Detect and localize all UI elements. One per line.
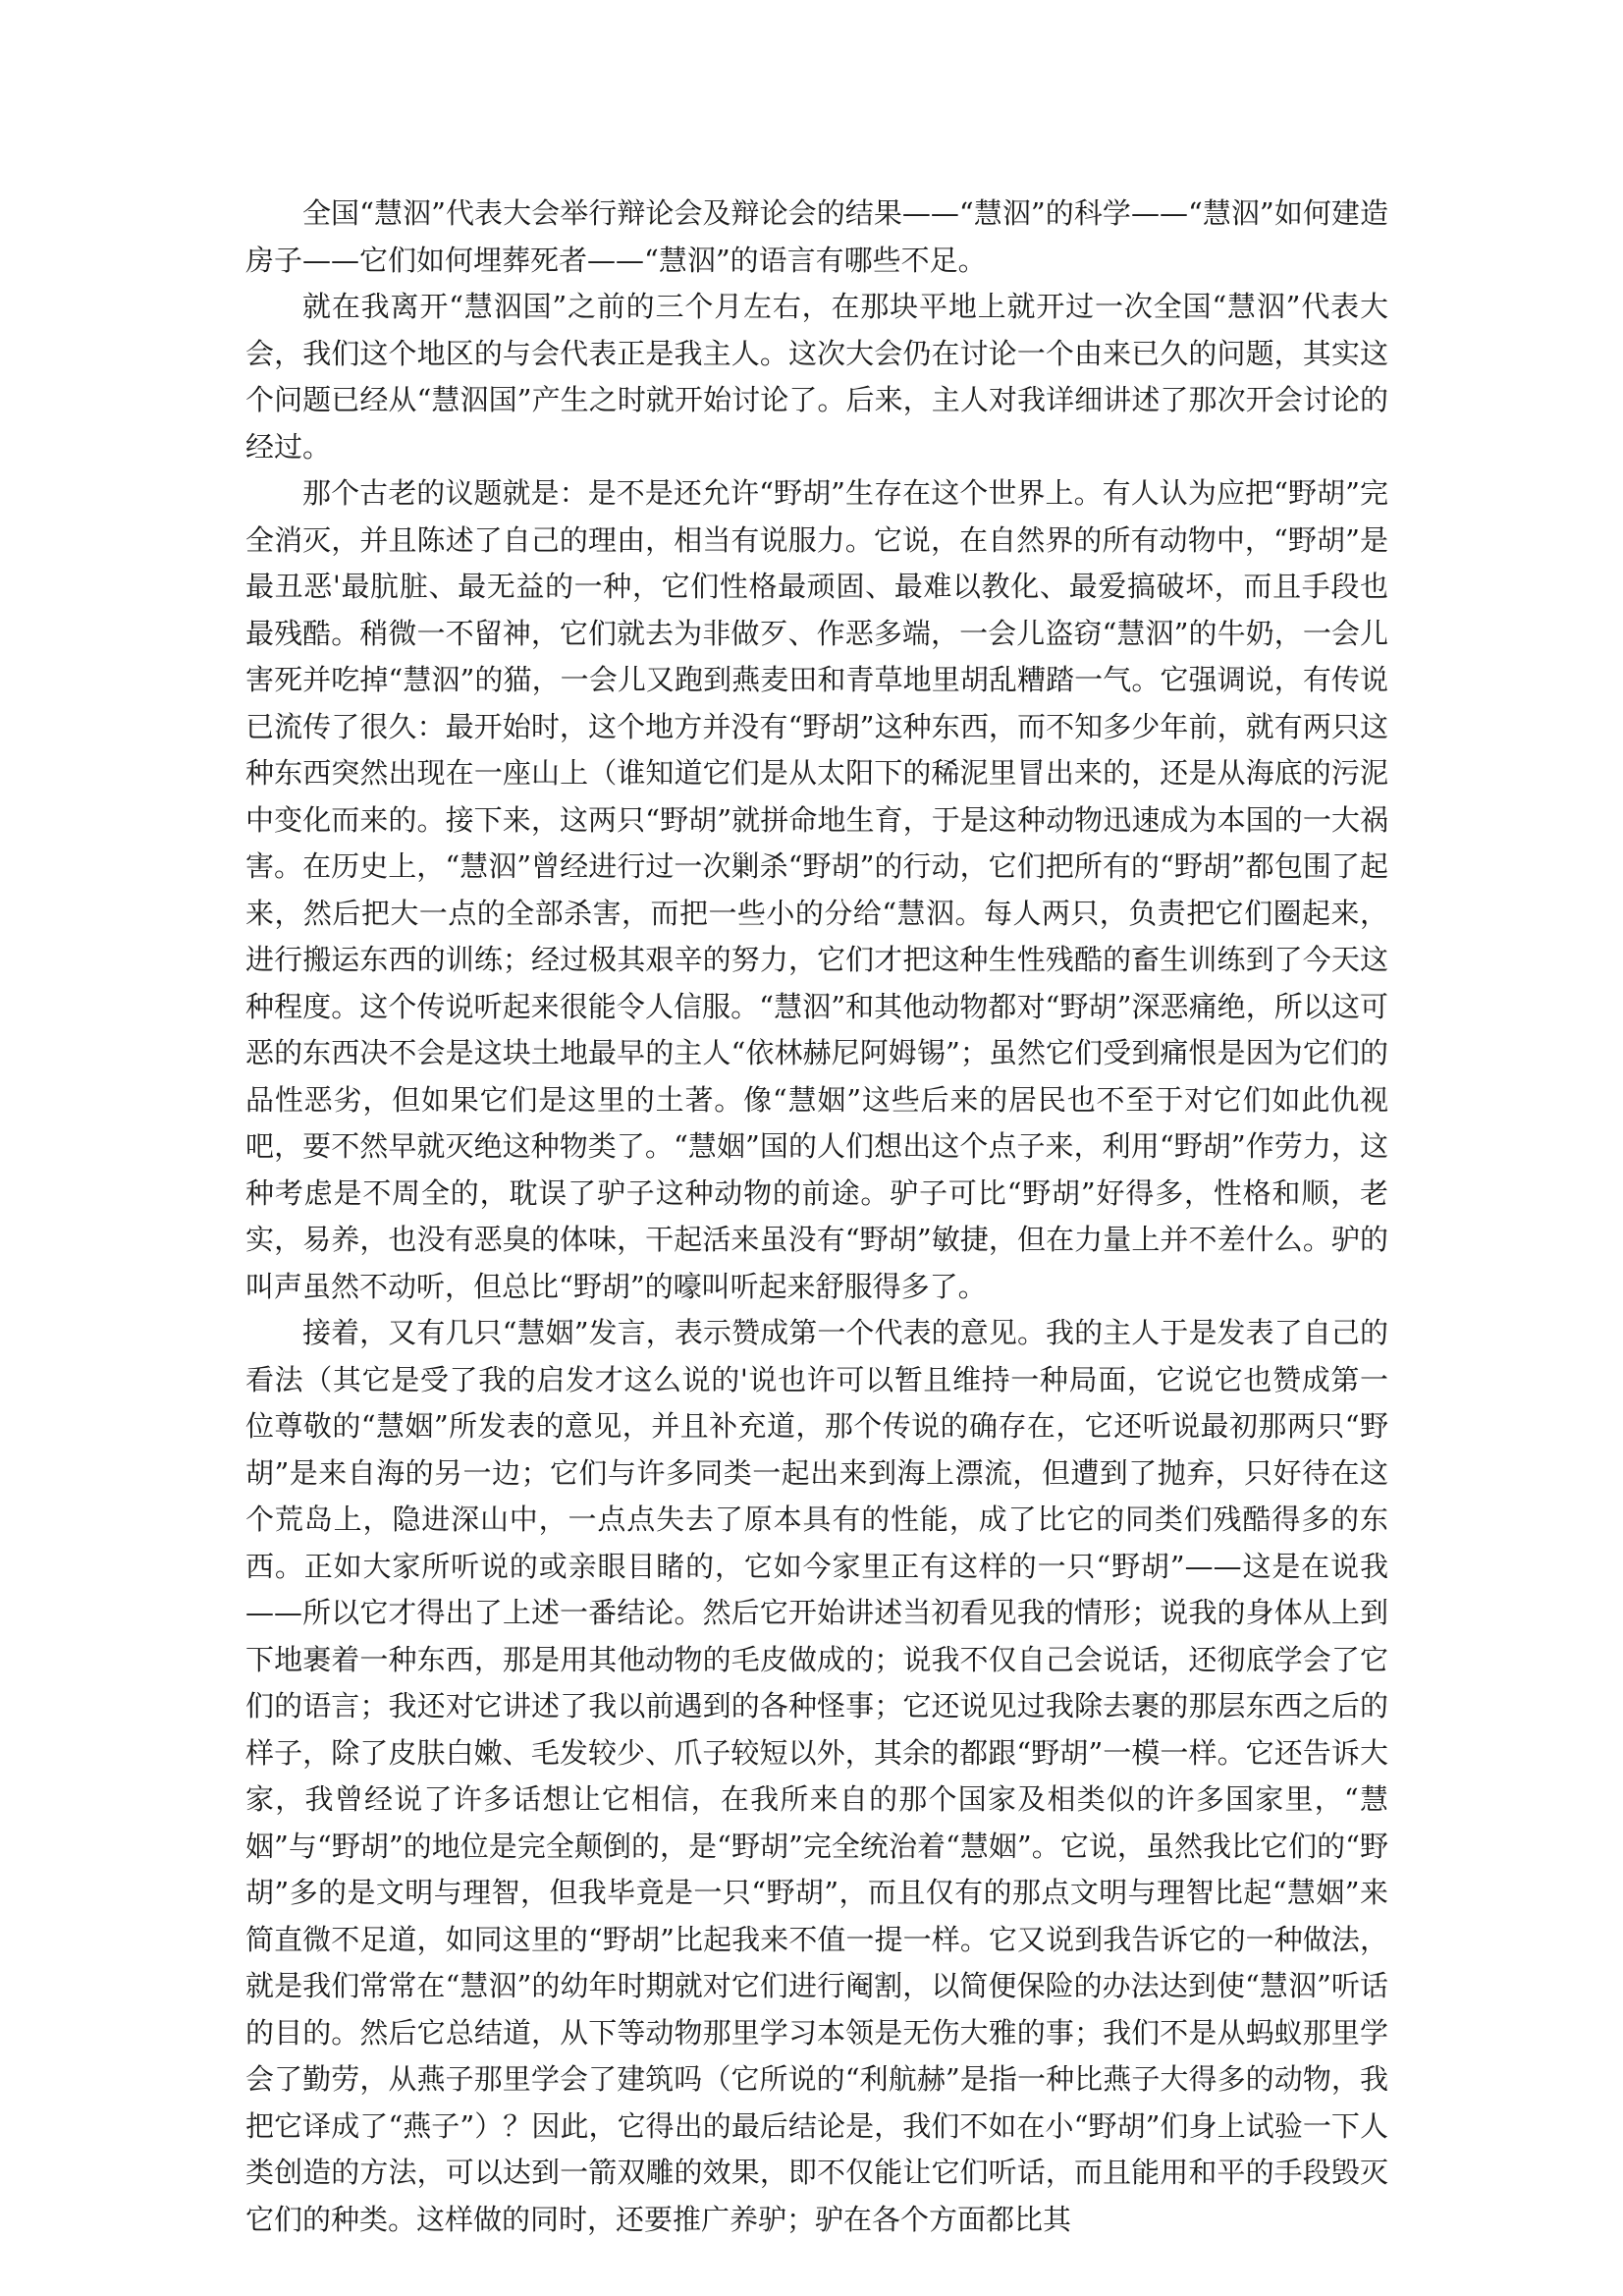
chapter-summary-paragraph: 全国“慧泅”代表大会举行辩论会及辩论会的结果——“慧泅”的科学——“慧泅”如何建造房子——它们如何埋葬死者——“慧泅”的语言有哪些不足。 — [245, 196, 1388, 277]
document-page — [245, 191, 1388, 2243]
body-paragraph-2: 那个古老的议题就是：是不是还允许“野胡”生存在这个世界上。有人认为应把“野胡”完全消灭，并且陈述了自己的理由，相当有说服力。它说，在自然界的所有动物中，“野胡”是最丑恶'最肮脏、最无益的一种，它们性格最顽固、最难以教化、最爱搞破坏，而且手段也最残酷。稍微一不留神，它们就去为非做歹、作恶多端，一会儿盗窃“慧泅”的牛奶，一会儿害死并吃掉“慧泅”的猫，一会儿又跑到燕麦田和青草地里胡乱糟踏一气。它强调说，有传说已流传了很久：最开始时，这个地方并没有“野胡”这种东西，而不知多少年前，就有两只这种东西突然出现在一座山上（谁知道它们是从太阳下的稀泥里冒出来的，还是从海底的污泥中变化而来的。接下来，这两只“野胡”就拼命地生育，于是这种动物迅速成为本国的一大祸害。在历史上，“慧泅”曾经进行过一次剿杀“野胡”的行动，它们把所有的“野胡”都包围了起来，然后把大一点的全部杀害，而把一些小的分给“慧泅。每人两只，负责把它们圈起来，进行搬运东西的训练；经过极其艰辛的努力，它们才把这种生性残酷的畜生训练到了今天这种程度。这个传说听起来很能令人信服。“慧泅”和其他动物都对“野胡”深恶痛绝，所以这可恶的东西决不会是这块土地最早的主人“依林赫尼阿姆锡”；虽然它们受到痛恨是因为它们的品性恶劣，但如果它们是这里的土著。像“慧姻”这些后来的居民也不至于对它们如此仇视吧，要不然早就灭绝这种物类了。“慧姻”国的人们想出这个点子来，利用“野胡”作劳力，这种考虑是不周全的，耽误了驴子这种动物的前途。驴子可比“野胡”好得多，性格和顺，老实，易养，也没有恶臭的体味，干起活来虽没有“野胡”敏捷，但在力量上并不差什么。驴的叫声虽然不动听，但总比“野胡”的嚎叫听起来舒服得多了。 — [245, 476, 1388, 1303]
body-paragraph-3: 接着，又有几只“慧姻”发言，表示赞成第一个代表的意见。我的主人于是发表了自己的看法（其它是受了我的启发才这么说的'说也许可以暂且维持一种局面，它说它也赞成第一位尊敬的“慧姻”所发表的意见，并且补充道，那个传说的确存在，它还听说最初那两只“野胡”是来自海的另一边；它们与许多同类一起出来到海上漂流，但遭到了抛弃，只好待在这个荒岛上，隐进深山中，一点点失去了原本具有的性能，成了比它的同类们残酷得多的东西。正如大家所听说的或亲眼目睹的，它如今家里正有这样的一只“野胡”——这是在说我——所以它才得出了上述一番结论。然后它开始讲述当初看见我的情形；说我的身体从上到下地裹着一种东西，那是用其他动物的毛皮做成的；说我不仅自己会说话，还彻底学会了它们的语言；我还对它讲述了我以前遇到的各种怪事；它还说见过我除去裹的那层东西之后的样子，除了皮肤白嫩、毛发较少、爪子较短以外，其余的都跟“野胡”一模一样。它还告诉大家，我曾经说了许多话想让它相信，在我所来自的那个国家及相类似的许多国家里，“慧姻”与“野胡”的地位是完全颠倒的，是“野胡”完全统治着“慧姻”。它说，虽然我比它们的“野胡”多的是文明与理智，但我毕竟是一只“野胡”，而且仅有的那点文明与理智比起“慧姻”来简直微不足道，如同这里的“野胡”比起我来不值一提一样。它又说到我告诉它的一种做法，就是我们常常在“慧泅”的幼年时期就对它们进行阉割，以简便保险的办法达到使“慧泅”听话的目的。然后它总结道，从下等动物那里学习本领是无伤大雅的事；我们不是从蚂蚁那里学会了勤劳，从燕子那里学会了建筑吗（它所说的“利航赫”是指一种比燕子大得多的动物，我把它译成了“燕子”）？因此，它得出的最后结论是，我们不如在小“野胡”们身上试验一下人类创造的方法，可以达到一箭双雕的效果，即不仅能让它们听话，而且能用和平的手段毁灭它们的种类。这样做的同时，还要推广养驴；驴在各个方面都比其 — [245, 1316, 1388, 2236]
body-paragraph-1: 就在我离开“慧泅国”之前的三个月左右，在那块平地上就开过一次全国“慧泅”代表大会，我们这个地区的与会代表正是我主人。这次大会仍在讨论一个由来已久的问题，其实这个问题已经从“慧泅国”产生之时就开始讨论了。后来，主人对我详细讲述了那次开会讨论的经过。 — [245, 290, 1388, 464]
